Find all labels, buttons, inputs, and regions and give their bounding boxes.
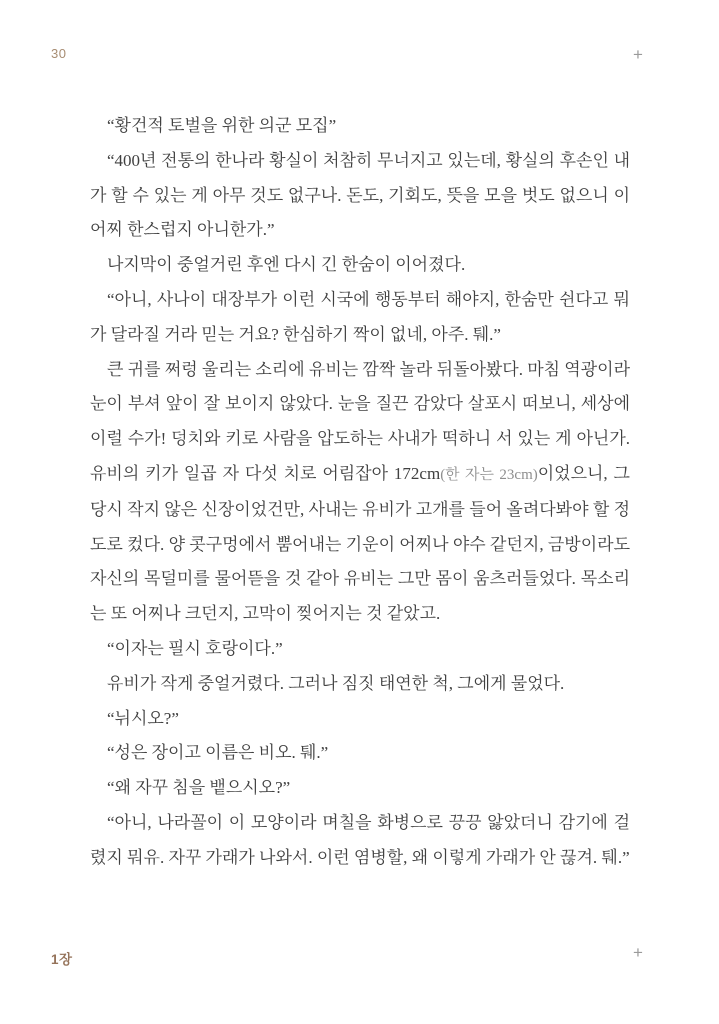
paragraph	[90, 771, 630, 806]
paragraph	[90, 144, 630, 248]
paragraph	[90, 806, 630, 876]
chapter-label: 1장	[51, 952, 73, 967]
text-run: “아니, 사나이 대장부가 이런 시국에 행동부터 해야지, 한숨만 쉰다고 뭐가 달라질 거라 믿는 거요? 한심하기 짝이 없네, 아주. 퉤.”	[90, 289, 630, 344]
inline-annotation: (한 자는 23cm)	[440, 466, 538, 483]
text-run: “뉘시오?”	[107, 708, 179, 728]
text-run: “이자는 필시 호랑이다.”	[107, 638, 283, 658]
paragraph	[90, 109, 630, 144]
text-run: 유비가 작게 중얼거렸다. 그러나 짐짓 태연한 척, 그에게 물었다.	[107, 673, 565, 693]
text-run: “왜 자꾸 침을 뱉으시오?”	[107, 778, 291, 798]
text-run: “성은 장이고 이름은 비오. 퉤.”	[107, 743, 329, 763]
paragraph	[90, 632, 630, 667]
text-run: “400년 전통의 한나라 황실이 처참히 무너지고 있는데, 황실의 후손인 내가 할 수 있는 게 아무 것도 없구나. 돈도, 기회도, 뜻을 모을 벗도 없으니 이 어찌 한스럽지 아니한가.”	[90, 150, 630, 240]
text-block	[90, 109, 630, 876]
paragraph	[90, 667, 630, 702]
text-run: “아니, 나라꼴이 이 모양이라 며칠을 화병으로 끙끙 앓았더니 감기에 걸렸지 뭐유. 자꾸 가래가 나와서. 이런 염병할, 왜 이렇게 가래가 안 끊겨. 퉤.”	[90, 812, 630, 867]
text-run: 이었으니, 그 당시 작지 않은 신장이었건만, 사내는 유비가 고개를 들어 올려다봐야 할 정도로 컸다. 양 콧구멍에서 뿜어내는 기운이 어찌나 야수 같던지, 금방이라도 자신의 목덜미를 물어뜯을 것 같아 유비는 그만 몸이 움츠러들었다. 목소리는 또 어찌나 크던지, 고막이 찢어지는 것 같았고.	[90, 463, 630, 624]
text-run: 큰 귀를 쩌렁 울리는 소리에 유비는 깜짝 놀라 뒤돌아봤다. 마침 역광이라 눈이 부셔 앞이 잘 보이지 않았다. 눈을 질끈 감았다 살포시 떠보니, 세상에 이럴 수가! 덩치와 키로 사람을 압도하는 사내가 떡하니 서 있는 게 아닌가. 유비의 키가 일곱 자 다섯 치로 어림잡아 172cm	[90, 359, 630, 483]
crop-mark-top-right: +	[633, 45, 643, 64]
paragraph	[90, 736, 630, 771]
paragraph	[90, 702, 630, 737]
paragraph	[90, 248, 630, 283]
paragraph	[90, 283, 630, 353]
crop-mark-bottom-right: +	[633, 943, 643, 962]
text-run: “황건적 토벌을 위한 의군 모집”	[107, 116, 337, 135]
text-run: 나지막이 중얼거린 후엔 다시 긴 한숨이 이어졌다.	[107, 255, 466, 275]
page-number: 30	[51, 46, 67, 61]
paragraph	[90, 353, 630, 632]
